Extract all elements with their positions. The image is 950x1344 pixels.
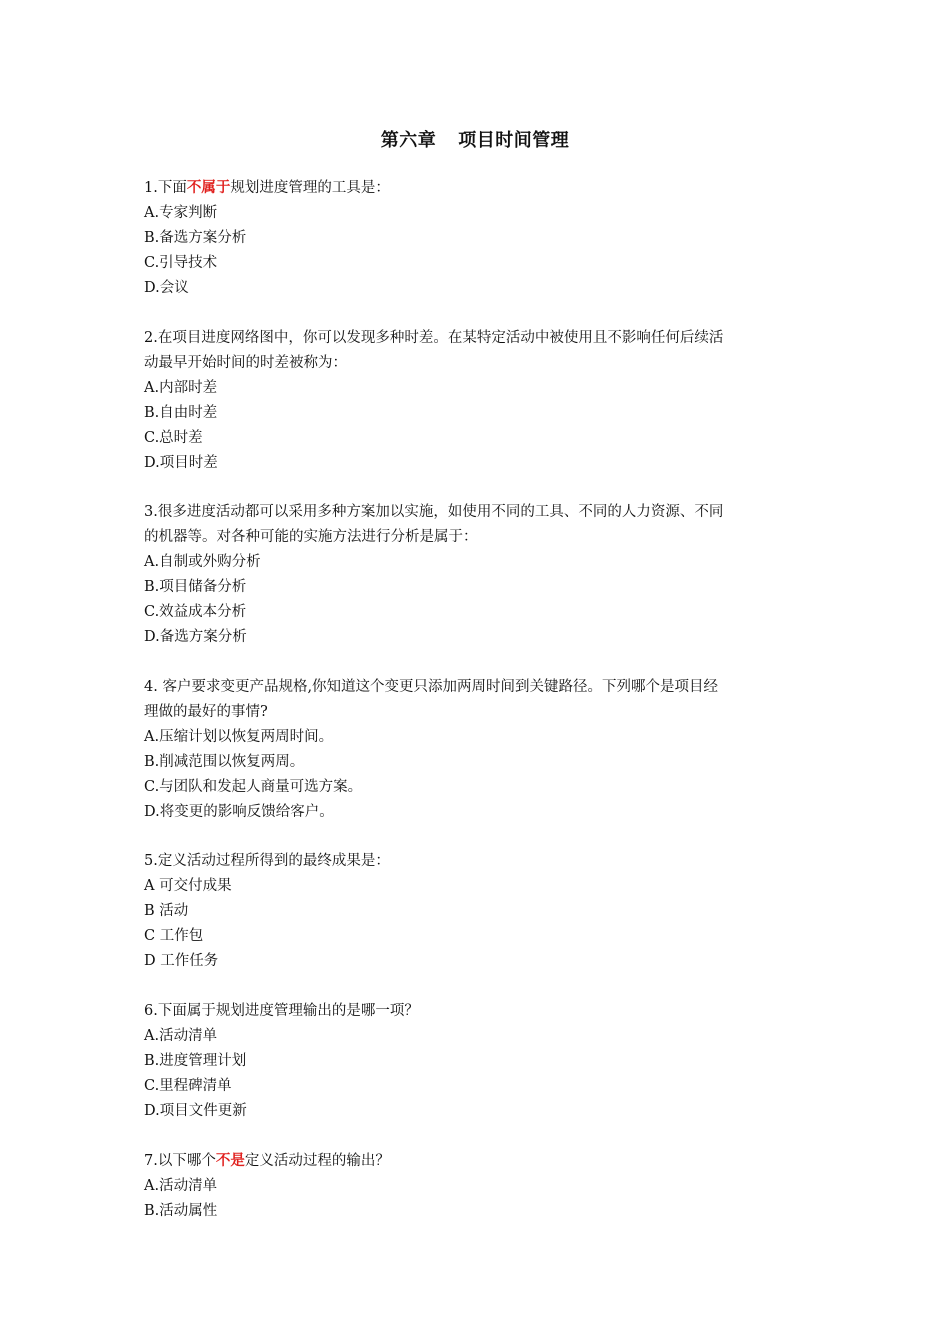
- question-stem-line-1: 4. 客户要求变更产品规格,你知道这个变更只添加两周时间到关键路径。下列哪个是项目经: [144, 678, 719, 695]
- option-d: D.备选方案分析: [144, 629, 247, 646]
- question-stem: 6.下面属于规划进度管理输出的是哪一项？: [144, 1002, 419, 1019]
- option-c: C.引导技术: [144, 255, 218, 271]
- option-c: C.总时差: [144, 429, 203, 446]
- question-stem: [144, 176, 810, 201]
- question-1: [144, 176, 810, 301]
- question-6: [144, 999, 810, 1124]
- option-d: D.项目文件更新: [144, 1102, 247, 1119]
- stem-text: 7.以下哪个: [144, 1152, 216, 1169]
- option-b: B.自由时差: [144, 404, 218, 421]
- stem-text: 定义活动过程的输出？: [244, 1152, 390, 1169]
- question-2: [144, 326, 810, 476]
- option-a: A.活动清单: [144, 1027, 218, 1044]
- chapter-title: [0, 128, 950, 154]
- stem-text: 1.下面: [144, 180, 187, 196]
- option-d: D.将变更的影响反馈给客户。: [144, 803, 334, 820]
- question-7: [144, 1149, 810, 1224]
- option-a: A.内部时差: [144, 379, 218, 396]
- option-a: A.压缩计划以恢复两周时间。: [144, 728, 334, 745]
- chapter-number: 第六章: [380, 130, 437, 151]
- question-stem-line-2: 的机器等。对各种可能的实施方法进行分析是属于：: [144, 529, 478, 546]
- stem-text: 规划进度管理的工具是：: [230, 180, 390, 196]
- question-list: [144, 176, 810, 1248]
- stem-highlight: 不属于: [186, 180, 231, 196]
- option-a: A 可交付成果: [144, 878, 232, 895]
- question-stem-line-1: 2.在项目进度网络图中，你可以发现多种时差。在某特定活动中被使用且不影响任何后续活: [144, 329, 724, 346]
- option-c: C 工作包: [144, 928, 204, 945]
- question-stem-line-1: 3.很多进度活动都可以采用多种方案加以实施，如使用不同的工具、不同的人力资源、不同: [144, 504, 724, 521]
- option-a: A.活动清单: [144, 1177, 218, 1194]
- option-b: B.削减范围以恢复两周。: [144, 753, 305, 770]
- option-a: A.自制或外购分析: [144, 554, 261, 571]
- question-3: [144, 500, 810, 650]
- option-b: B.备选方案分析: [144, 230, 247, 246]
- option-c: C.效益成本分析: [144, 604, 247, 621]
- option-c: C.里程碑清单: [144, 1077, 232, 1094]
- question-4: [144, 675, 810, 825]
- option-b: B.进度管理计划: [144, 1052, 247, 1069]
- chapter-name: 项目时间管理: [458, 130, 570, 151]
- question-5: [144, 849, 810, 974]
- option-d: D.会议: [144, 280, 189, 296]
- question-stem: [144, 1149, 810, 1174]
- option-c: C.与团队和发起人商量可选方案。: [144, 778, 363, 795]
- question-stem: 5.定义活动过程所得到的最终成果是：: [144, 853, 390, 870]
- option-b: B.活动属性: [144, 1202, 218, 1219]
- option-a: A.专家判断: [144, 205, 218, 221]
- option-b: B.项目储备分析: [144, 579, 247, 596]
- question-stem-line-2: 动最早开始时间的时差被称为：: [144, 354, 347, 371]
- option-d: D.项目时差: [144, 454, 218, 471]
- option-b: B 活动: [144, 903, 189, 920]
- question-stem-line-2: 理做的最好的事情?: [144, 703, 268, 720]
- option-d: D 工作任务: [144, 953, 219, 970]
- stem-highlight: 不是: [215, 1152, 245, 1169]
